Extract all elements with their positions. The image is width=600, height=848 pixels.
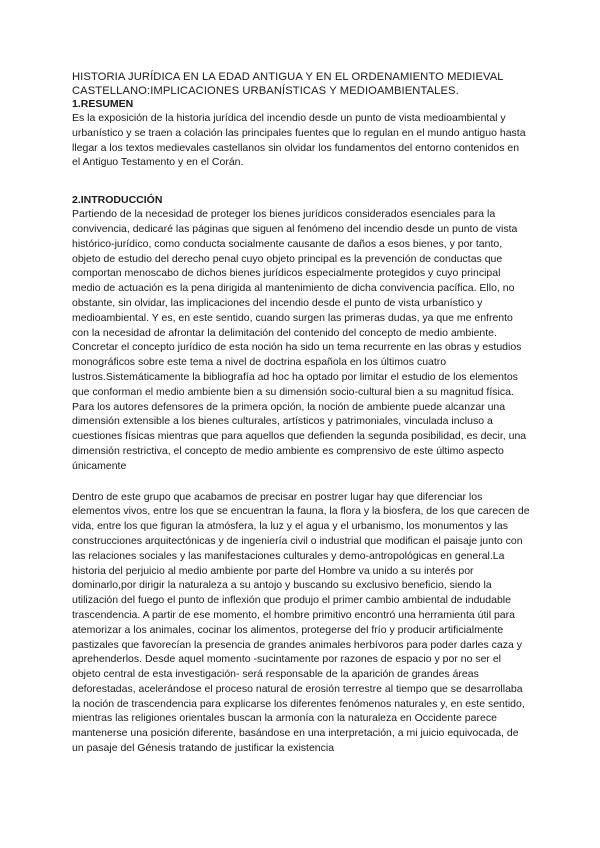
section-1-heading: 1.RESUMEN <box>72 98 134 110</box>
title-line-2: CASTELLANO:IMPLICACIONES URBANÍSTICAS Y MEDIOAMBIENTALES. <box>72 85 459 97</box>
abstract-paragraph: Es la exposición de la historia jurídica del incendio desde un punto de vista medioambiental y urbanístico y se traen a colación las principales fuentes que lo regulan en el mundo antiguo hasta llegar a los textos medievales castellanos sin olvidar los fundamentos del entorno contenidos en el Antiguo Testamento y en el Corán. <box>72 112 526 169</box>
title-line-1: HISTORIA JURÍDICA EN LA EDAD ANTIGUA Y EN EL ORDENAMIENTO MEDIEVAL <box>72 71 504 83</box>
introduction-paragraph-2: Dentro de este grupo que acabamos de precisar en postrer lugar hay que diferenciar los elementos vivos, entre los que se encuentran la fauna, la flora y la biosfera, de los que carecen de vida, entre los que figuran la atmósfera, la luz y el agua y el urbanismo, los monumentos y las construcciones arquitectónicas y de ingeniería civil o industrial que modifican el paisaje junto con las relaciones sociales y las manifestaciones culturales y demo-antropológicas en general.La historia del perjuicio al medio ambiente por parte del Hombre va unido a su interés por dominarlo,por dirigir la naturaleza a su antojo y buscando su exclusivo beneficio, siendo la utilización del fuego el punto de inflexión que produjo el primer cambio ambiental de indudable trascendencia. A partir de ese momento, el hombre primitivo encontró una herramienta útil para atemorizar a los animales, cocinar los alimentos, protegerse del frío y producir artificialmente pastizales que favorecían la presencia de grandes animales herbívoros para poder darles caza y aprehenderlos. Desde aquel momento -sucintamente por razones de espacio y por no ser el objeto central de esta investigación- será responsable de la aparición de grandes áreas deforestadas, acelerándose el proceso natural de erosión terrestre al tiempo que se desarrollaba la noción de trascendencia para explicarse los diferentes fenómenos naturales y, en este sentido, mientras las religiones orientales buscan la armonía con la naturaleza en Occidente parece mantenerse una posición diferente, basándose en una interpretación, a mi juicio equivocada, de un pasaje del Génesis tratando de justificar la existencia <box>72 490 530 755</box>
paragraph-spacer <box>72 474 530 490</box>
introduction-paragraph-1: Partiendo de la necesidad de proteger los bienes jurídicos considerados esenciales para la convivencia, dedicaré las páginas que siguen al fenómeno del incendio desde un punto de vista histórico-jurídico, como conducta socialmente causante de daños a esos bienes, y por tanto, objeto de estudio del derecho penal cuyo objeto principal es la prevención de conductas que comportan menoscabo de dichos bienes jurídicos especialmente protegidos y cuyo principal medio de actuación es la pena dirigida al mantenimiento de dicha convivencia pacífica. Ello, no obstante, sin olvidar, las implicaciones del incendio desde el punto de vista urbanístico y medioambiental. Y es, en este sentido, cuando surgen las primeras dudas, ya que me enfrento con la necesidad de afrontar la delimitación del contenido del concepto de medio ambiente. Concretar el concepto jurídico de esta noción ha sido un tema recurrente en las obras y estudios monográficos sobre este tema a nivel de doctrina española en los últimos cuatro lustros.Sistemáticamente la bibliografía ad hoc ha optado por limitar el estudio de los elementos que conforman el medio ambiente bien a su dimensión socio-cultural bien a su magnitud física. Para los autores defensores de la primera opción, la noción de ambiente puede alcanzar una dimensión extensible a los bienes culturales, artísticos y patrimoniales, vinculada incluso a cuestiones físicas mientras que para aquellos que defienden la segunda posibilidad, es decir, una dimensión restrictiva, el concepto de medio ambiente es comprensivo de este último aspecto únicamente <box>72 208 527 472</box>
document-title <box>72 70 530 98</box>
section-2-heading: 2.INTRODUCCIÓN <box>72 194 163 207</box>
